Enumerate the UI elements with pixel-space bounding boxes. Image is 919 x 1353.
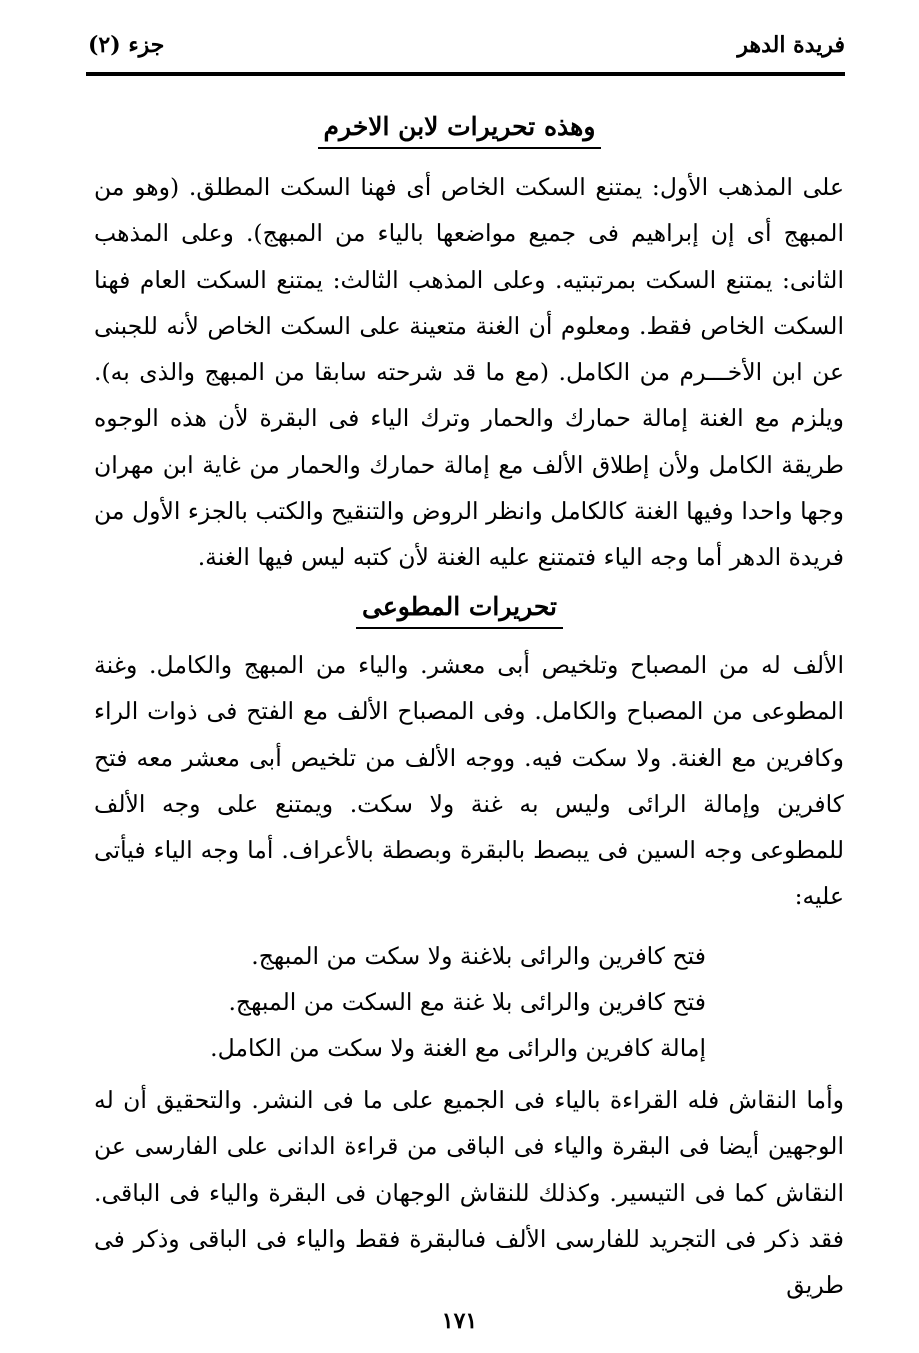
book-title: فريدة الدهر <box>737 32 845 58</box>
page-number: ١٧١ <box>441 1308 478 1334</box>
part-label: جزء (٢) <box>88 32 165 58</box>
section-heading-ibn-al-akhram: وهذه تحريرات لابن الاخرم <box>0 112 919 149</box>
list-item: فتح كافرين والرائى بلا غنة مع السكت من المبهج. <box>228 988 706 1016</box>
paragraph-1: على المذهب الأول: يمتنع السكت الخاص أى فهنا السكت المطلق. (وهو من المبهج أى إن إبراهيم فى جميع مواضعها بالياء من المبهج). وعلى المذهب الثانى: يمتنع السكت بمرتبتيه. وعلى المذهب الثالث: يمتنع السكت العام فهنا السكت الخاص فقط. ومعلوم أن الغنة متعينة على السكت الخاص لأنه للجبنى عن ابن الأخـــرم من الكامل. (مع ما قد شرحته سابقا من المبهج والذى به). ويلزم مع الغنة إمالة حمارك والحمار وترك الياء فى البقرة لأن هذه الوجوه طريقة الكامل ولأن إطلاق الألف مع إمالة حمارك والحمار من غاية ابن مهران وجها واحدا وفيها الغنة كالكامل وانظر الروض والتنقيح والكتب بالجزء الأول من فريدة الدهر أما وجه الياء فتمتنع عليه الغنة لأن كتبه ليس فيها الغنة. <box>94 173 844 572</box>
list-item: إمالة كافرين والرائى مع الغنة ولا سكت من الكامل. <box>210 1034 706 1062</box>
paragraph-3: وأما النقاش فله القراءة بالياء فى الجميع على ما فى النشر. والتحقيق أن له الوجهين أيضا فى البقرة والياء فى الباقى من قراءة الدانى على الفارسى عن النقاش كما فى التيسير. وكذلك للنقاش الوجهان فى البقرة والياء فى الباقى. فقد ذكر فى التجريد للفارسى الألف فىالبقرة فقط والياء فى الباقى وذكر فى طريق <box>94 1086 844 1300</box>
header-rule <box>86 72 845 76</box>
section-heading-mutawwii: تحريرات المطوعى <box>0 592 919 629</box>
list-item: فتح كافرين والرائى بلاغنة ولا سكت من المبهج. <box>251 942 706 970</box>
paragraph-2: الألف له من المصباح وتلخيص أبى معشر. والياء من المبهج والكامل. وغنة المطوعى من المصباح والكامل. وفى المصباح الألف مع الفتح فى ذوات الراء وكافرين مع الغنة. ولا سكت فيه. ووجه الألف من تلخيص أبى معشر معه فتح كافرين وإمالة الرائى وليس به غنة ولا سكت. ويمتنع على وجه الألف للمطوعى وجه السين فى يبصط بالبقرة وبصطة بالأعراف. أما وجه الياء فيأتى عليه: <box>94 651 844 911</box>
running-header <box>88 28 845 64</box>
indented-list <box>94 933 706 1071</box>
